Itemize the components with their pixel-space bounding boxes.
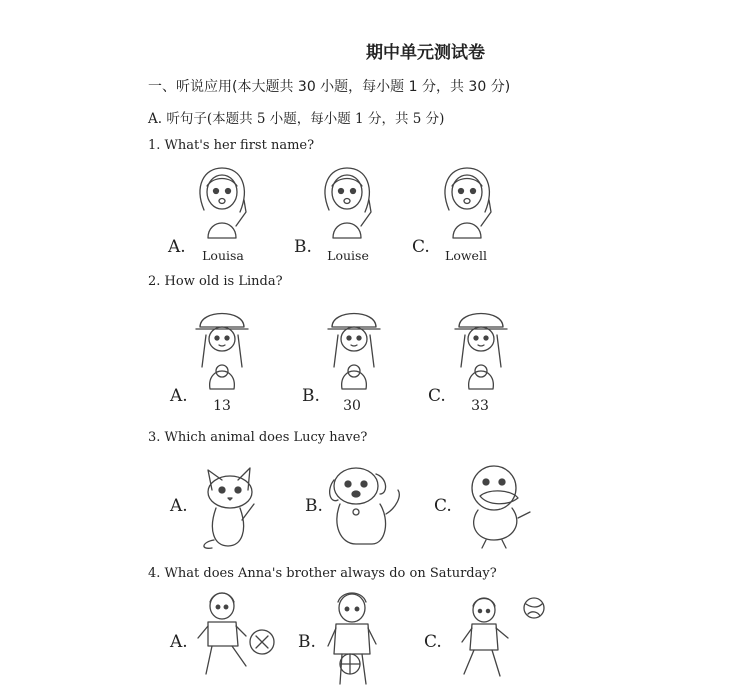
subsection-heading: A. 听句子(本题共 5 小题，每小题 1 分，共 5 分)	[148, 111, 445, 127]
q2-option-a-letter: A.	[170, 386, 188, 406]
q1-option-a-caption: Louisa	[202, 248, 244, 263]
q1-option-b-letter: B.	[294, 237, 312, 257]
q2-option-b-letter: B.	[302, 386, 320, 406]
q3-option-b-letter: B.	[305, 496, 323, 516]
duck-icon	[462, 460, 532, 552]
q2-option-c-letter: C.	[428, 386, 446, 406]
boy-soccer-icon	[196, 590, 286, 690]
girl-hat-icon	[451, 305, 511, 397]
q3-option-c-letter: C.	[434, 496, 452, 516]
girl-hat-icon	[192, 305, 252, 397]
q1-option-c-letter: C.	[412, 237, 430, 257]
girl-pointing-icon	[190, 166, 260, 246]
girl-hat-icon	[324, 305, 384, 397]
boy-basketball-icon	[320, 590, 390, 690]
q1-option-c-caption: Lowell	[445, 248, 487, 263]
q1-option-a-letter: A.	[168, 237, 186, 257]
question-4-text: 4. What does Anna's brother always do on Saturday?	[148, 566, 497, 581]
q1-option-b-caption: Louise	[327, 248, 369, 263]
section-heading: 一、听说应用(本大题共 30 小题，每小题 1 分，共 30 分)	[148, 79, 511, 95]
cat-icon	[198, 460, 264, 552]
boy-volleyball-icon	[452, 594, 552, 690]
q4-option-c-letter: C.	[424, 632, 442, 652]
q3-option-a-letter: A.	[170, 496, 188, 516]
q2-option-a-caption: 13	[213, 398, 231, 414]
q4-option-a-letter: A.	[170, 632, 188, 652]
girl-pointing-icon	[315, 166, 385, 246]
question-1-text: 1. What's her first name?	[148, 138, 315, 153]
question-2-text: 2. How old is Linda?	[148, 274, 283, 289]
q2-option-b-caption: 30	[343, 398, 361, 414]
q2-option-c-caption: 33	[471, 398, 489, 414]
page-title: 期中单元测试卷	[366, 43, 485, 63]
question-3-text: 3. Which animal does Lucy have?	[148, 430, 368, 445]
dog-icon	[326, 460, 406, 552]
girl-pointing-icon	[435, 166, 505, 246]
q4-option-b-letter: B.	[298, 632, 316, 652]
